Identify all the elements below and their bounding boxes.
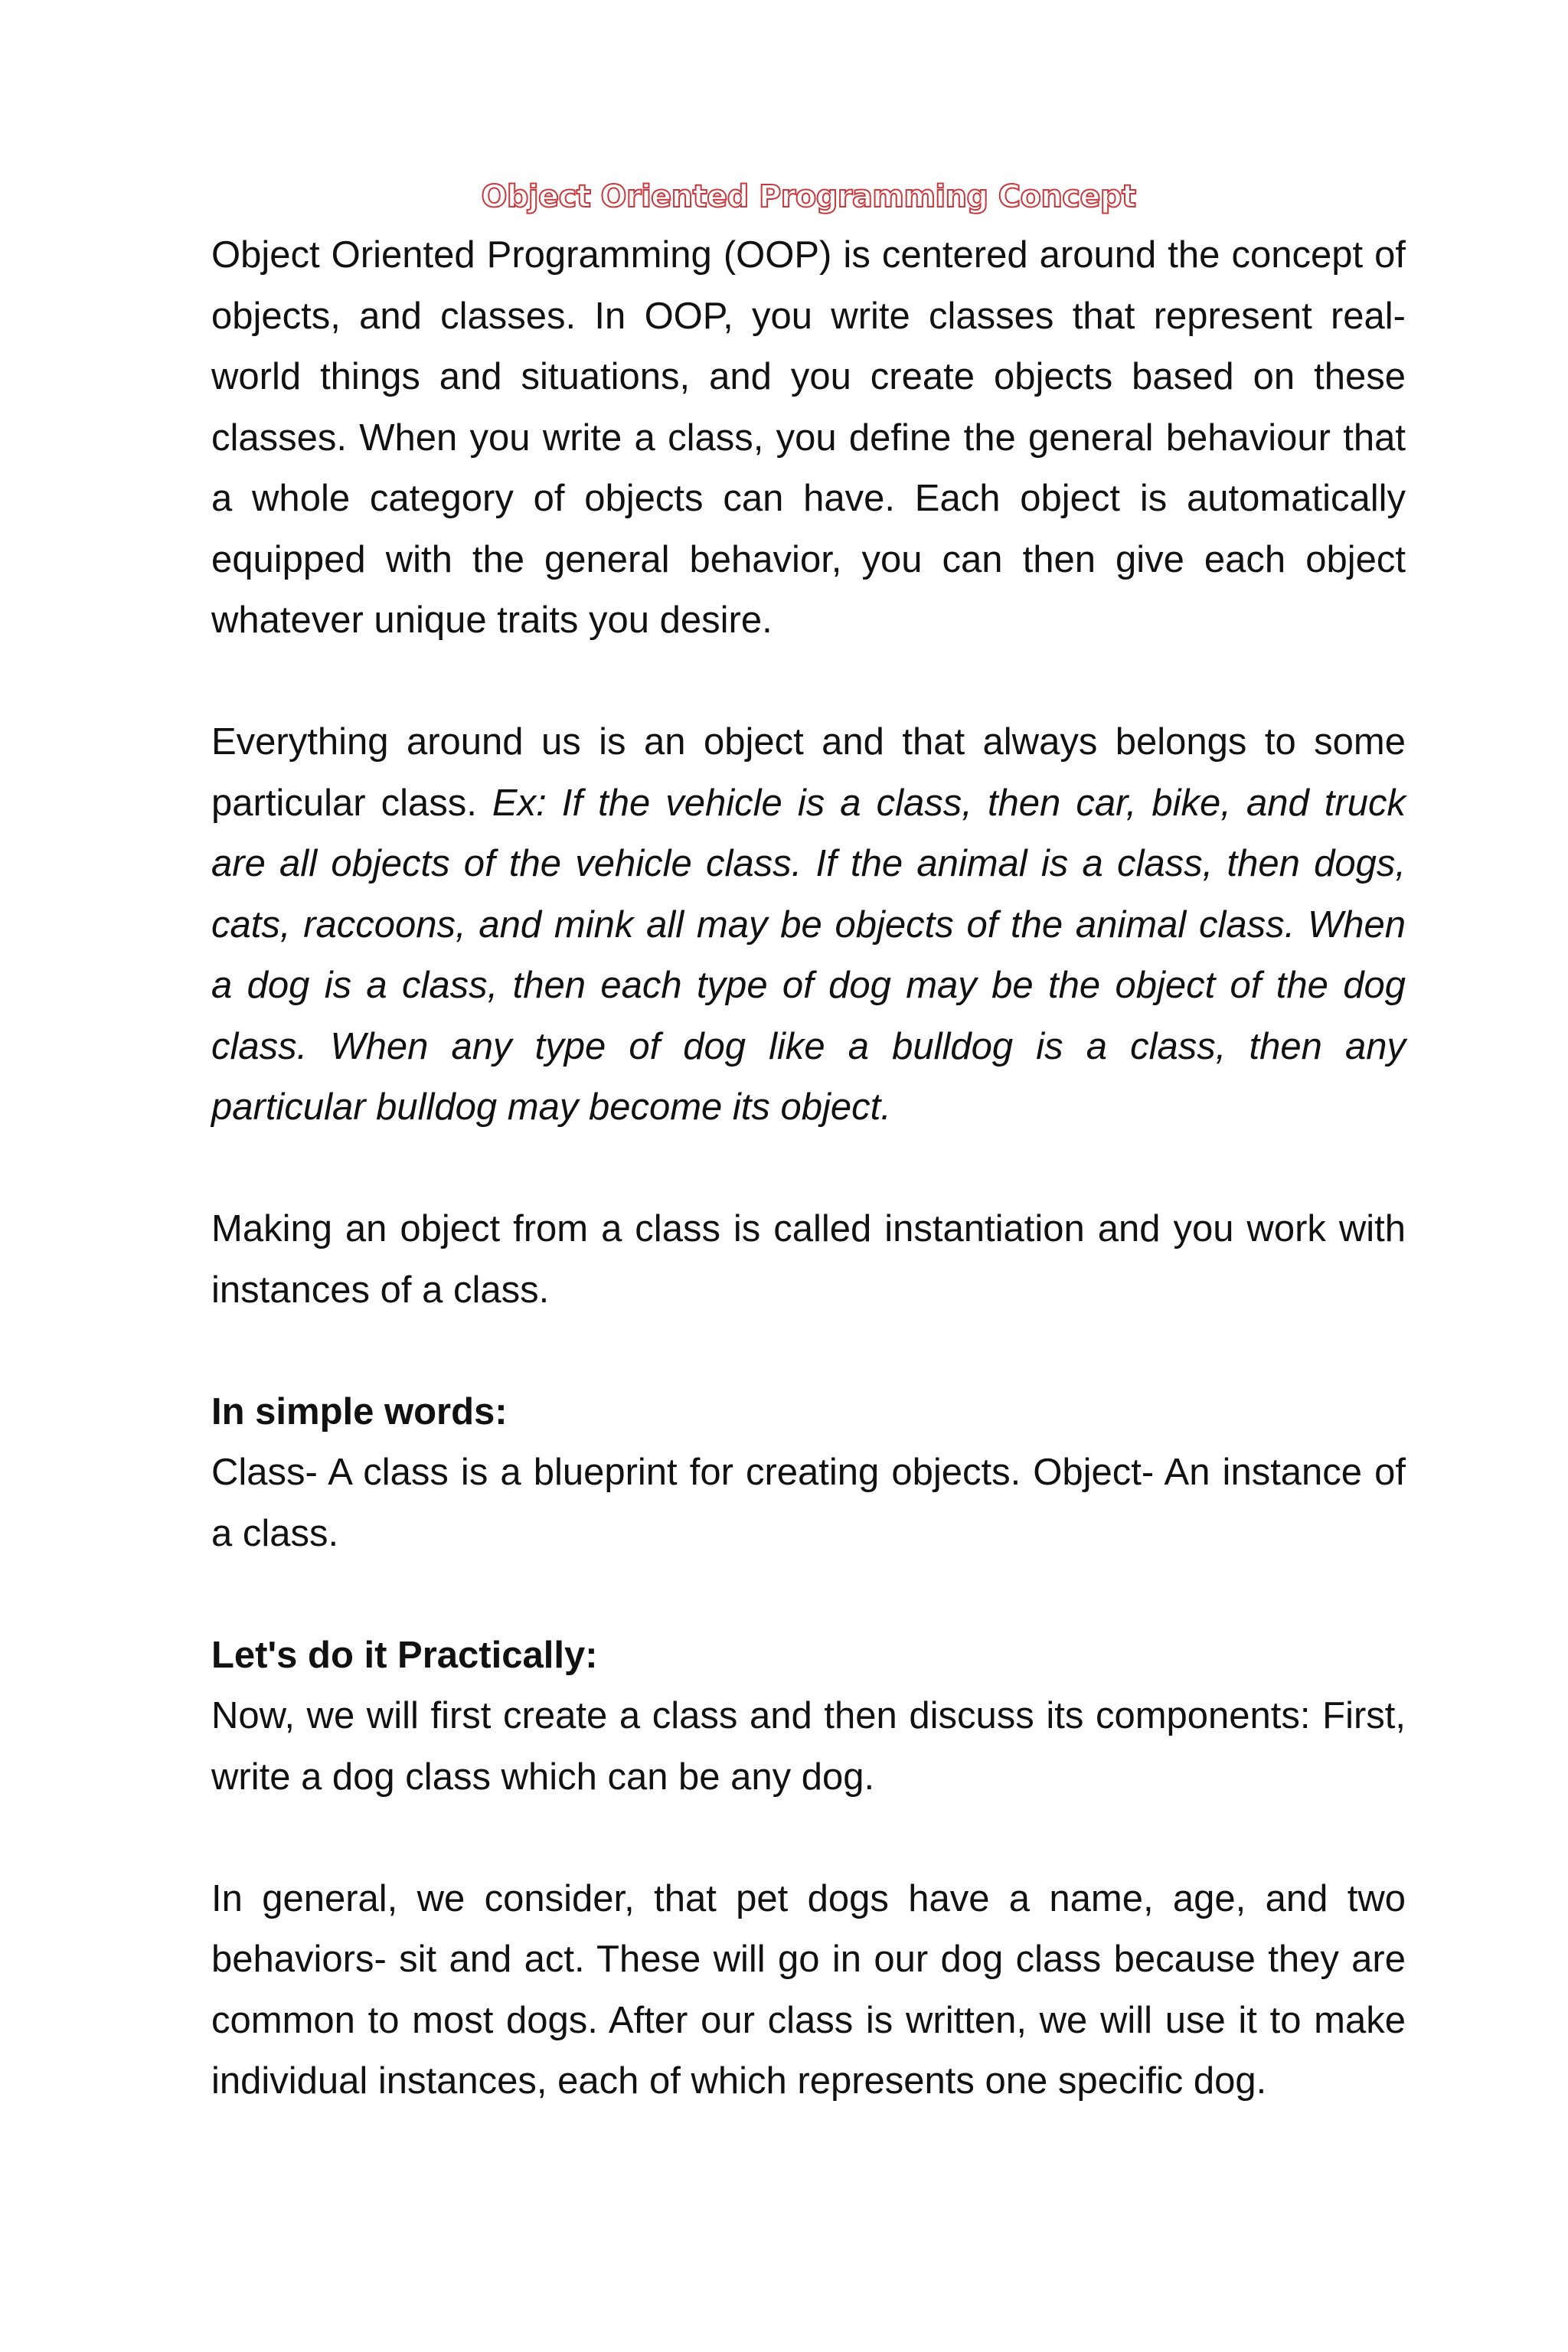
paragraph-spacer — [211, 1138, 1406, 1200]
paragraph-spacer — [211, 1564, 1406, 1625]
practical-heading: Let's do it Practically: — [211, 1634, 598, 1676]
objects-lead-text: Everything around us is an object and that always belongs to some particular class. — [211, 721, 1406, 824]
simple-words-heading: In simple words: — [211, 1390, 508, 1432]
practical-paragraph: Now, we will first create a class and then discuss its components: First, write a dog class which can be any dog. — [211, 1695, 1406, 1798]
paragraph-spacer — [211, 1321, 1406, 1382]
document-title: Object Oriented Programming Concept — [481, 179, 1136, 214]
paragraph-spacer — [211, 652, 1406, 713]
intro-paragraph: Object Oriented Programming (OOP) is centered around the concept of objects, and classes. In OOP, you write classes that represent real-world things and situations, and you create objects based on these classes. When you write a class, you define the general behaviour that a whole category of objects can have. Each object is automatically equipped with the general behavior, you can then give each object whatever unique traits you desire. — [211, 234, 1406, 641]
instantiation-paragraph: Making an object from a class is called instantiation and you work with instances of a class. — [211, 1208, 1406, 1311]
document-body — [211, 178, 1406, 2112]
paragraph-spacer — [211, 1808, 1406, 1869]
simple-words-paragraph: Class- A class is a blueprint for creating objects. Object- An instance of a class. — [211, 1452, 1406, 1554]
objects-paragraph — [211, 712, 1406, 1138]
objects-example-text: Ex: If the vehicle is a class, then car, bike, and truck are all objects of the vehicle class. If the animal is a class, then dogs, cats, raccoons, and mink all may be objects of the animal class. When a dog is a class, then each type of dog may be the object of the dog class. When any type of dog like a bulldog is a class, then any particular bulldog may become its object. — [211, 782, 1406, 1128]
general-paragraph: In general, we consider, that pet dogs have a name, age, and two behaviors- sit and act. These will go in our dog class because they are common to most dogs. After our class is written, we will use it to make individual instances, each of which represents one specific dog. — [211, 1877, 1406, 2102]
